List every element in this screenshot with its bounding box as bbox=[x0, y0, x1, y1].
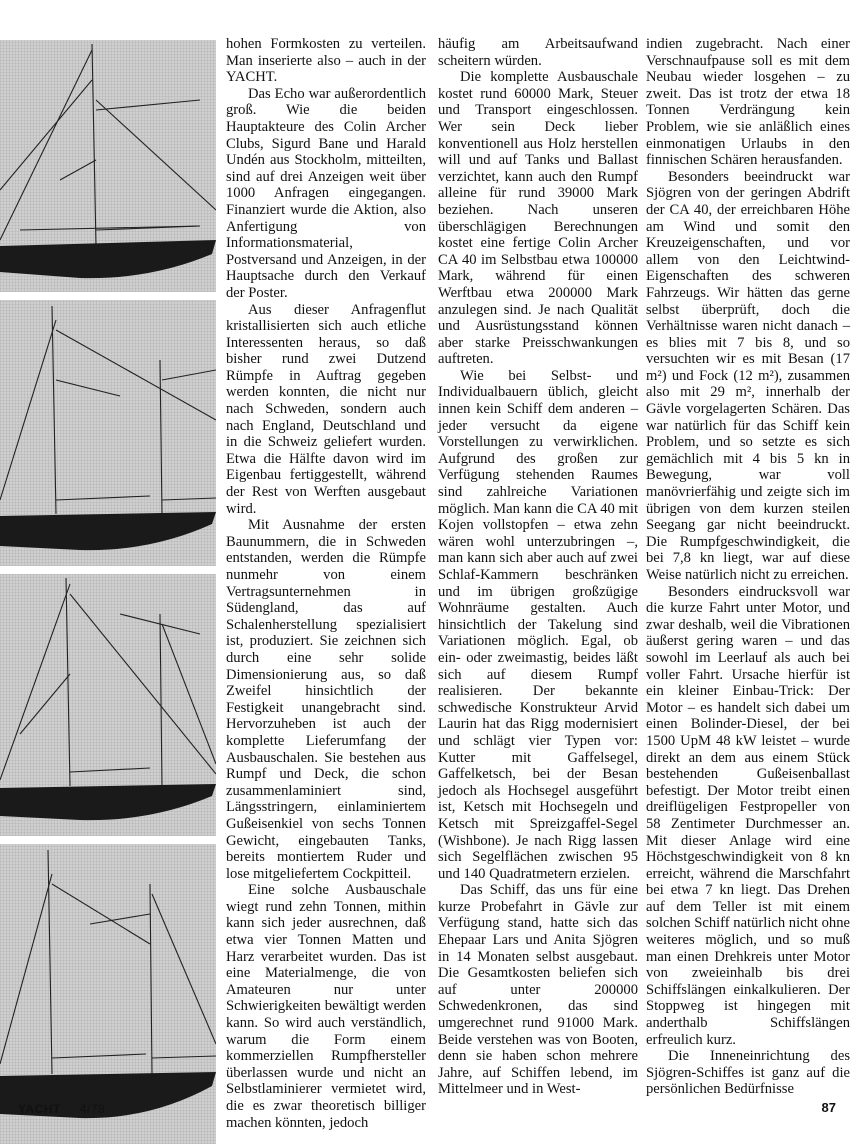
article-paragraph: Die Inneneinrichtung des Sjögren-Schiffes ist ganz auf die persönlichen Bedürfnisse bbox=[646, 1048, 850, 1098]
article-paragraph: indien zugebracht. Nach einer Verschnaufpause soll es mit dem Neubau wieder losgehen – zu zweit. Das ist trotz der etwa 18 Tonnen Verdrängung kein Problem, wie sie anläßlich eines einmonatigen Urlaubs in den finnischen Schären herausfanden. bbox=[646, 36, 850, 169]
article-paragraph: Eine solche Ausbauschale wiegt rund zehn Tonnen, mithin kann sich jeder ausrechnen, daß etwa vier Tonnen Matten und Harz verarbeitet wurden. Das ist eine Materialmenge, die von Amateuren nur unter Schwierigkeiten bewältigt werden kann. So wird auch verständlich, warum die Form einem kommerziellen Rumpfhersteller überlassen wurde und nicht an Selbstlaminierer vermietet wird, die es zwar theoretisch billiger machen könnten, jedoch bbox=[226, 882, 426, 1131]
article-column-1 bbox=[226, 36, 426, 1131]
article-column-2 bbox=[438, 36, 638, 1098]
sail-plan-figure bbox=[0, 40, 216, 292]
magazine-name: YACHT bbox=[18, 1102, 61, 1116]
article-paragraph: Das Schiff, das uns für eine kurze Probefahrt in Gävle zur Verfügung stand, hatte sich das Ehepaar Lars und Anita Sjögren in 14 Monaten selbst ausgebaut. Die Gesamtkosten beliefen sich auf unter 200000 Schwedenkronen, das sind umgerechnet rund 91000 Mark. Beide verstehen was von Booten, denn sie haben schon mehrere Jahre, auf Schiffen lebend, im Mittelmeer und in West- bbox=[438, 882, 638, 1098]
article-paragraph: Besonders beeindruckt war Sjögren von der geringen Abdrift der CA 40, der erreichbaren Höhe am Wind und somit den Kreuzeigenschaften, und vor allem von den Leichtwind-Eigenschaften des schweren Fahrzeugs. Wir hätten das gerne selbst überprüft, doch die Verhältnisse waren nicht danach – es blies mit 7 bis 8, und so versuchten wir es mit Besan (17 m²) und Fock (12 m²), zusammen also mit 29 m², innerhalb der Gävle vorgelagerten Schären. Das war natürlich für das Schiff kein Problem, und so setzte es sich gemächlich mit 4 bis 5 kn in Bewegung, war voll manövrierfähig und zeigte sich im übrigen von dem kurzen steilen Seegang gar nicht beeindruckt. Die Rumpfgeschwindigkeit, die bei 7,8 kn liegt, war auf diese Weise natürlich nicht zu erreichen. bbox=[646, 168, 850, 583]
rig-drawing-wishbone-ketch bbox=[0, 844, 216, 1144]
article-paragraph: Das Echo war außerordentlich groß. Wie die beiden Hauptakteure des Colin Archer Clubs, Sigurd Bane und Harald Undén aus Stockholm, mitteilten, sind auf drei Anzeigen weit über 1000 Anfragen eingegangen. Finanziert wurde die Aktion, also Anfertigung von Informationsmaterial, Postversand und Anzeigen, in der Hauptsache durch den Verkauf der Poster. bbox=[226, 85, 426, 301]
page-footer-imprint bbox=[18, 1102, 105, 1116]
page-number: 87 bbox=[821, 1100, 836, 1115]
sail-plan-figure bbox=[0, 300, 216, 566]
sail-plan-figure bbox=[0, 574, 216, 836]
rig-drawing-cutter-gaff bbox=[0, 40, 216, 292]
sail-plan-figure bbox=[0, 844, 216, 1144]
article-paragraph: Aus dieser Anfragenflut kristallisierten sich auch etliche Interessenten heraus, so daß bisher rund zwei Dutzend Rümpfe in Auftrag gegeben werden konnten, die nicht nur nach Schweden, sondern auch nach England, Deutschland und in die Schweiz geliefert wurden. Etwa die Hälfte davon wird im Eigenbau fertiggestellt, während der Rest von Werften ausgebaut wird. bbox=[226, 301, 426, 517]
article-paragraph: Die komplette Ausbauschale kostet rund 60000 Mark, Steuer und Transport eingeschlossen. Wer sein Deck lieber konventionell aus Holz herstellen will und auf Tanks und Ballast verzichtet, kann auch den Rumpf alleine für rund 39000 Mark beziehen. Nach unseren überschlägigen Berechnungen kostet eine fertige Colin Archer CA 40 im Selbstbau etwa 100000 Mark, während für einen Werftbau etwa 200000 Mark anzulegen sind. Je nach Qualität und Ausrüstungsstand können aber starke Preisschwankungen auftreten. bbox=[438, 69, 638, 368]
issue-number: 4/78 bbox=[79, 1102, 106, 1116]
rig-drawings-strip bbox=[0, 40, 216, 1100]
article-paragraph: häufig am Arbeitsaufwand scheitern würden. bbox=[438, 36, 638, 69]
article-paragraph: Besonders eindrucksvoll war die kurze Fahrt unter Motor, und zwar deshalb, weil die Vibrationen äußerst gering waren – und das sowohl im Leerlauf als auch bei voller Fahrt. Ursache hierfür ist ein kleiner Einbau-Trick: Der Motor – es handelt sich dabei um einen Bolinder-Diesel, der bei 1500 UpM 48 kW leistet – wurde direkt an dem aus einem Stück bestehenden Gußeisenballast befestigt. Der Motor treibt einen dreiflügeligen Festpropeller von 58 Zentimeter Durchmesser an. Mit dieser Anlage wird eine Höchstgeschwindigkeit von 8 kn erreicht, während die Marschfahrt bei etwa 7 kn liegt. Das Drehen auf dem Teller ist mit einem solchen Schiff natürlich nicht ohne weiteres möglich, und so muß man einen Drehkreis unter Motor von zweieinhalb bis drei Schiffslängen einkalkulieren. Der Stoppweg ist hingegen mit anderthalb Schiffslängen erfreulich kurz. bbox=[646, 583, 850, 1048]
article-paragraph: hohen Formkosten zu verteilen. Man inserierte also – auch in der YACHT. bbox=[226, 36, 426, 86]
article-paragraph: Mit Ausnahme der ersten Baunummern, die in Schweden entstanden, werden die Rümpfe nunmehr von einem Vertragsunternehmen in Südengland, das auf Schalenherstellung spezialisiert ist, produziert. Sie zeichnen sich durch eine sehr solide Dimensionierung aus, so daß Zweifel hinsichtlich der Festigkeit unangebracht sind. Hervorzuheben ist auch der komplette Lieferumfang der Ausbauschalen. Sie bestehen aus Rumpf und Deck, die schon zusammenlaminiert sind, Längsstringern, einlaminiertem Gußeisenkiel von sechs Tonnen Gewicht, eingebauten Tanks, bereits montiertem Ruder und lose mitgeliefertem Cockpitteil. bbox=[226, 517, 426, 882]
article-column-3 bbox=[646, 36, 850, 1098]
rig-drawing-gaff-ketch bbox=[0, 300, 216, 566]
rig-drawing-ketch-hochsegel bbox=[0, 574, 216, 836]
article-paragraph: Wie bei Selbst- und Individualbauern üblich, gleicht innen kein Schiff dem anderen – jeder versucht da eigene Vorstellungen zu verwirklichen. Aufgrund des großen zur Verfügung stehenden Raumes sind zahlreiche Variationen möglich. Man kann die CA 40 mit Kojen vollstopfen – etwa zehn wären wohl unterzubringen –, man kann sich aber auch auf zwei Schlaf-Kammern beschränken und im übrigen großzügige Wohnräume gestalten. Auch hinsichtlich der Takelung sind Variationen möglich. Egal, ob ein- oder zweimastig, beides läßt sich auf diesem Rumpf realisieren. Der bekannte schwedische Konstrukteur Arvid Laurin hat das Rigg modernisiert und schlägt vier Typen vor: Kutter mit Gaffelsegel, Gaffelketsch, bei der Besan jedoch als Hochsegel ausgeführt ist, Ketsch mit Hochsegeln und Ketsch mit Spreizgaffel-Segel (Wishbone). Je nach Rigg lassen sich Segelflächen zwischen 95 und 140 Quadratmetern erzielen. bbox=[438, 367, 638, 882]
